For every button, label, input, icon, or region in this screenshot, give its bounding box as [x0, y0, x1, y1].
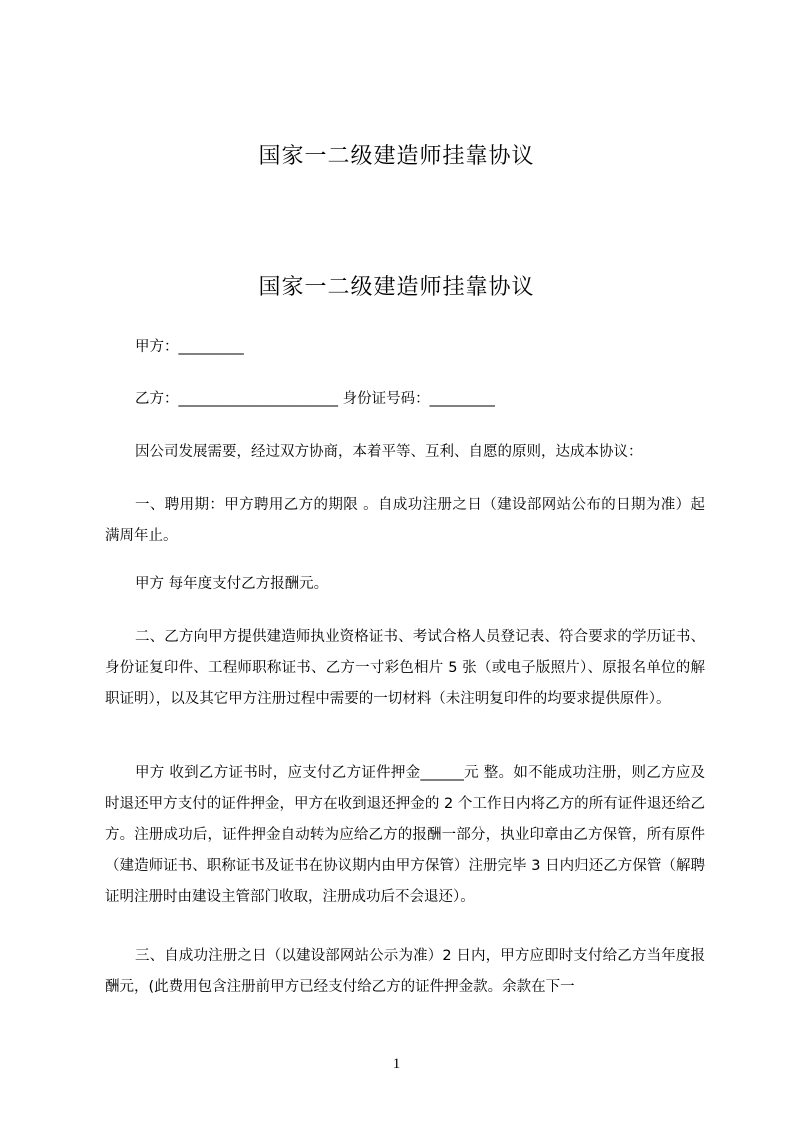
party-a-line: 甲方：_________: [135, 339, 244, 355]
section-1-term: 一、聘用期：甲方聘用乙方的期限 。自成功注册之日（建设部网站公布的日期为准）起满周年止。: [105, 497, 705, 544]
section-3-payment-schedule: 三、自成功注册之日（以建设部网站公示为准）2 日内，甲方应即时支付给乙方当年度报酬元，(此费用包含注册前甲方已经支付给乙方的证件押金款。余款在下一: [105, 948, 705, 995]
section-2-documents: 二、乙方向甲方提供建造师执业资格证书、考试合格人员登记表、符合要求的学历证书、身份证复印件、工程师职称证书、乙方一寸彩色相片 5 张（或电子版照片）、原报名单位的解职证明），以及其它甲方注册过程中需要的一切材料（未注明复印件的均要求提供原件）。: [105, 629, 705, 707]
party-b-line: 乙方：______________________ 身份证号码：_________: [135, 391, 495, 407]
cover-title: 国家一二级建造师挂靠协议: [258, 144, 535, 169]
intro-paragraph: 因公司发展需要，经过双方协商，本着平等、互利、自愿的原则，达成本协议：: [135, 444, 643, 460]
document-title: 国家一二级建造师挂靠协议: [258, 275, 535, 300]
payment-paragraph: 甲方 每年度支付乙方报酬元。: [135, 576, 329, 592]
page-number: 1: [392, 1056, 401, 1072]
deposit-paragraph: 甲方 收到乙方证书时，应支付乙方证件押金______元 整。如不能成功注册，则乙方应及时退还甲方支付的证件押金，甲方在收到退还押金的 2 个工作日内将乙方的所有证件退还给乙方。注册成功后，证件押金自动转为应给乙方的报酬一部分，执业印章由乙方保管，所有原件（建造师证书、职称证书及证书在协议期内由甲方保管）注册完毕 3 日内归还乙方保管（解聘证明注册时由建设主管部门收取，注册成功后不会退还）。: [105, 765, 705, 905]
